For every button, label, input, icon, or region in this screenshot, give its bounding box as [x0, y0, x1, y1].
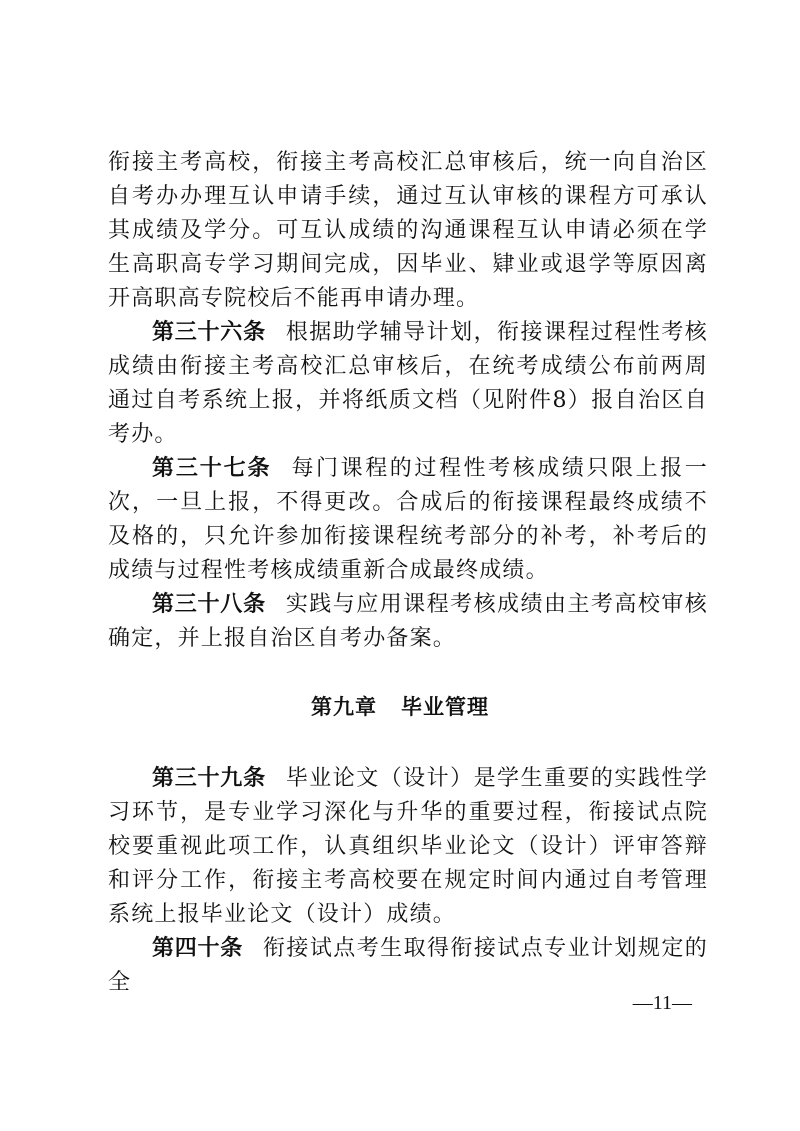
page-number: —11— [632, 992, 692, 1014]
article-39 [108, 762, 708, 932]
paragraph-continuation [108, 146, 708, 316]
paragraph-text: 根据助学辅导计划，衔接课程过程性考核成绩由衔接主考高校汇总审核后，在统考成绩公布前两周通过自考系统上报，并将纸质文档（见附件8）报自治区自考办。 [108, 320, 708, 447]
article-heading: 第三十八条 [152, 592, 266, 617]
article-36 [108, 316, 708, 452]
article-38 [108, 588, 708, 656]
body-text-lower [108, 762, 708, 1000]
paragraph-text: 衔接试点考生取得衔接试点专业计划规定的全 [108, 936, 708, 995]
chapter-number: 第九章 [311, 695, 377, 719]
article-heading: 第三十六条 [152, 320, 266, 345]
article-heading: 第三十七条 [152, 456, 272, 481]
article-40 [108, 932, 708, 1000]
paragraph-text: 每门课程的过程性考核成绩只限上报一次，一旦上报，不得更改。合成后的衔接课程最终成绩不及格的，只允许参加衔接课程统考部分的补考，补考后的成绩与过程性考核成绩重新合成最终成绩。 [108, 456, 708, 583]
paragraph-text: 实践与应用课程考核成绩由主考高校审核确定，并上报自治区自考办备案。 [108, 592, 708, 651]
article-heading: 第四十条 [152, 936, 243, 961]
paragraph-text: 衔接主考高校，衔接主考高校汇总审核后，统一向自治区自考办办理互认申请手续，通过互认审核的课程方可承认其成绩及学分。可互认成绩的沟通课程互认申请必须在学生高职高专学习期间完成，因毕业、肄业或退学等原因离开高职高专院校后不能再申请办理。 [108, 150, 708, 311]
article-heading: 第三十九条 [152, 766, 266, 791]
chapter-title: 毕业管理 [401, 695, 489, 719]
paragraph-text: 毕业论文（设计）是学生重要的实践性学习环节，是专业学习深化与升华的重要过程，衔接试点院校要重视此项工作，认真组织毕业论文（设计）评审答辩和评分工作，衔接主考高校要在规定时间内通过自考管理系统上报毕业论文（设计）成绩。 [108, 766, 708, 927]
body-text-upper [108, 146, 708, 656]
article-37 [108, 452, 708, 588]
chapter-heading [0, 690, 800, 724]
